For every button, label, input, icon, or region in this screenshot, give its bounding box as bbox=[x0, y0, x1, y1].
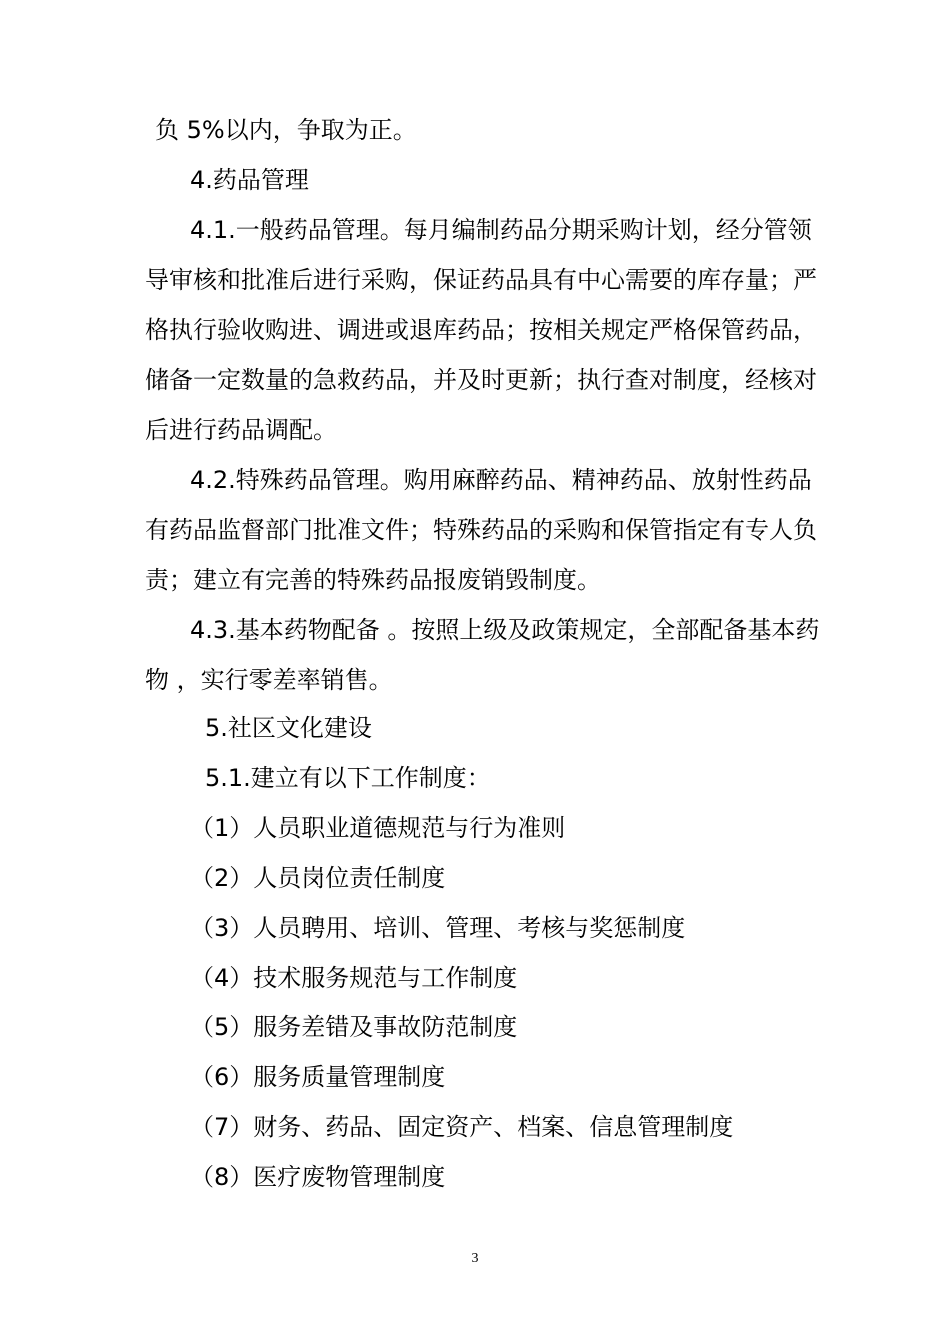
section-heading: 5.社区文化建设 bbox=[205, 714, 372, 742]
text-line: 责；建立有完善的特殊药品报废销毁制度。 bbox=[145, 566, 601, 594]
text-line: 5.1.建立有以下工作制度： bbox=[205, 764, 491, 792]
text-line: 格执行验收购进、调进或退库药品；按相关规定严格保管药品， bbox=[145, 316, 817, 344]
text-line: 导审核和批准后进行采购，保证药品具有中心需要的库存量；严 bbox=[145, 266, 817, 294]
list-item: （4）技术服务规范与工作制度 bbox=[190, 964, 518, 992]
list-item: （8）医疗废物管理制度 bbox=[190, 1163, 446, 1191]
text-line: 后进行药品调配。 bbox=[145, 416, 337, 444]
list-item: （2）人员岗位责任制度 bbox=[190, 864, 446, 892]
list-item: （5）服务差错及事故防范制度 bbox=[190, 1013, 518, 1041]
text-line: 4.1.一般药品管理。每月编制药品分期采购计划，经分管领 bbox=[190, 216, 812, 244]
section-heading: 4.药品管理 bbox=[190, 166, 309, 194]
text-line: 物 ，实行零差率销售。 bbox=[145, 666, 393, 694]
text-line: 4.3.基本药物配备 。按照上级及政策规定，全部配备基本药 bbox=[190, 616, 820, 644]
text-line: 储备一定数量的急救药品，并及时更新；执行查对制度，经核对 bbox=[145, 366, 817, 394]
page-number: 3 bbox=[471, 1251, 479, 1266]
list-item: （1）人员职业道德规范与行为准则 bbox=[190, 814, 566, 842]
text-line: 有药品监督部门批准文件；特殊药品的采购和保管指定有专人负 bbox=[145, 516, 817, 544]
list-item: （7）财务、药品、固定资产、档案、信息管理制度 bbox=[190, 1113, 734, 1141]
list-item: （6）服务质量管理制度 bbox=[190, 1063, 446, 1091]
list-item: （3）人员聘用、培训、管理、考核与奖惩制度 bbox=[190, 914, 686, 942]
text-line: 负 5%以内，争取为正。 bbox=[155, 116, 417, 144]
text-line: 4.2.特殊药品管理。购用麻醉药品、精神药品、放射性药品 bbox=[190, 466, 812, 494]
